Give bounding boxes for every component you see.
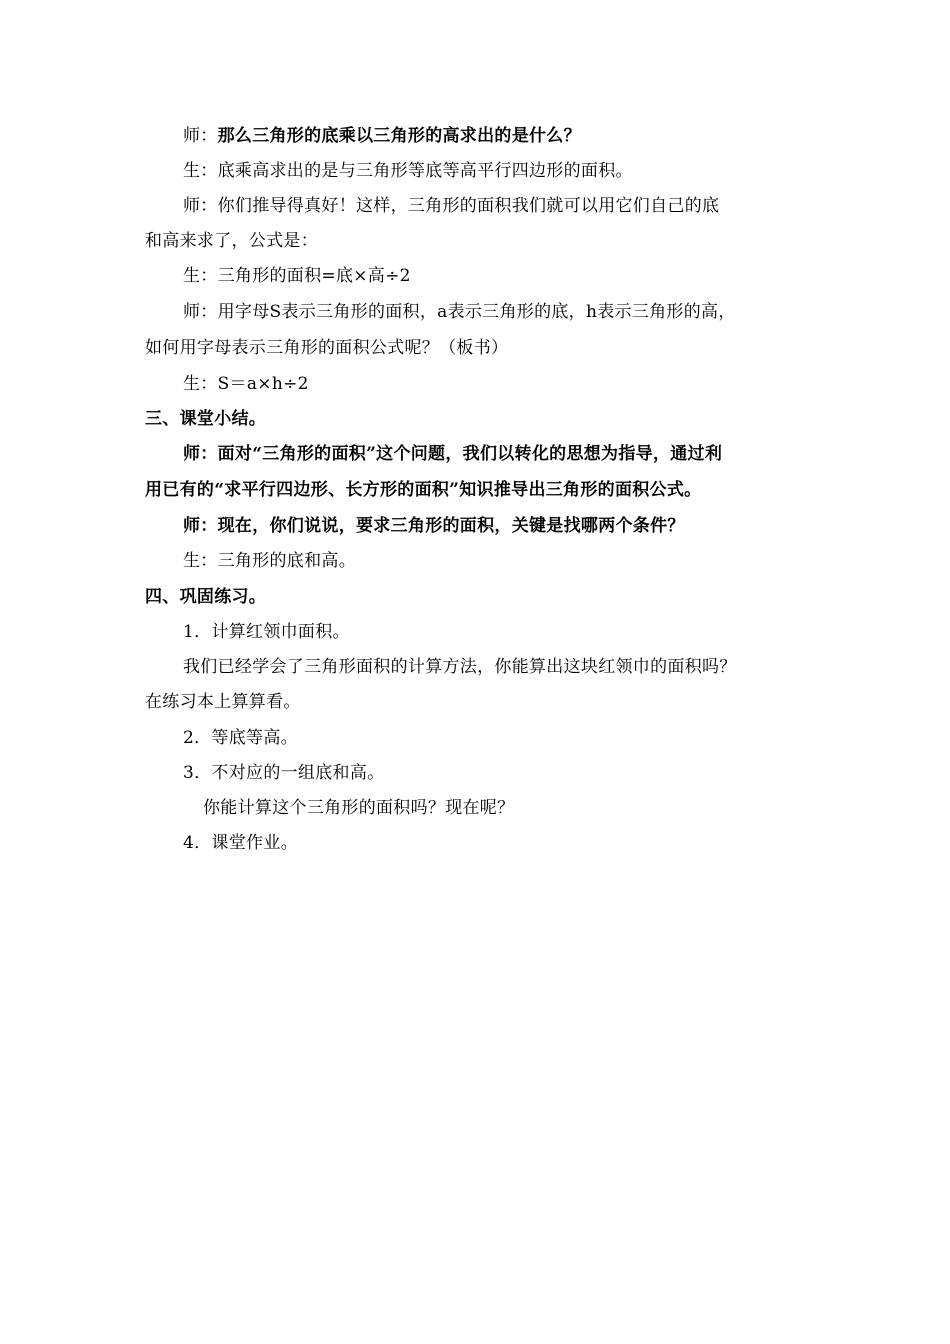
paragraph-line: 我们已经学会了三角形面积的计算方法，你能算出这块红领巾的面积吗？ — [183, 657, 737, 677]
paragraph-line: 师：用字母S表示三角形的面积，a表示三角形的底，h表示三角形的高， — [183, 302, 736, 322]
exercise-item: 4．课堂作业。 — [183, 833, 298, 853]
exercise-item: 2．等底等高。 — [183, 728, 298, 748]
speaker-label: 师： — [183, 126, 218, 146]
teacher-question-text: 那么三角形的底乘以三角形的高求出的是什么？ — [217, 126, 581, 146]
paragraph-line: 在练习本上算算看。 — [145, 692, 301, 712]
paragraph-line — [183, 125, 581, 147]
paragraph-line: 生：底乘高求出的是与三角形等底等高平行四边形的面积。 — [183, 161, 633, 181]
paragraph-line: 如何用字母表示三角形的面积公式呢？（板书） — [145, 338, 509, 358]
paragraph-line: 你能计算这个三角形的面积吗？现在呢？ — [203, 798, 515, 818]
section-heading: 四、巩固练习。 — [145, 587, 267, 607]
paragraph-line: 师：现在，你们说说，要求三角形的面积，关键是找哪两个条件？ — [183, 516, 685, 536]
paragraph-line: 师：你们推导得真好！这样，三角形的面积我们就可以用它们自己的底 — [183, 196, 720, 216]
paragraph-line: 用已有的“求平行四边形、长方形的面积”知识推导出三角形的面积公式。 — [145, 480, 702, 500]
paragraph-line: 师：面对“三角形的面积”这个问题，我们以转化的思想为指导，通过利 — [183, 444, 723, 464]
section-heading: 三、课堂小结。 — [145, 409, 267, 429]
exercise-item: 1．计算红领巾面积。 — [183, 622, 350, 642]
paragraph-line: 生：三角形的底和高。 — [183, 551, 356, 571]
formula-line: 生：S＝a×h÷2 — [183, 374, 309, 394]
formula-line: 生：三角形的面积=底×高÷2 — [183, 266, 411, 286]
paragraph-line: 和高来求了，公式是： — [145, 231, 318, 251]
exercise-item: 3．不对应的一组底和高。 — [183, 763, 385, 783]
